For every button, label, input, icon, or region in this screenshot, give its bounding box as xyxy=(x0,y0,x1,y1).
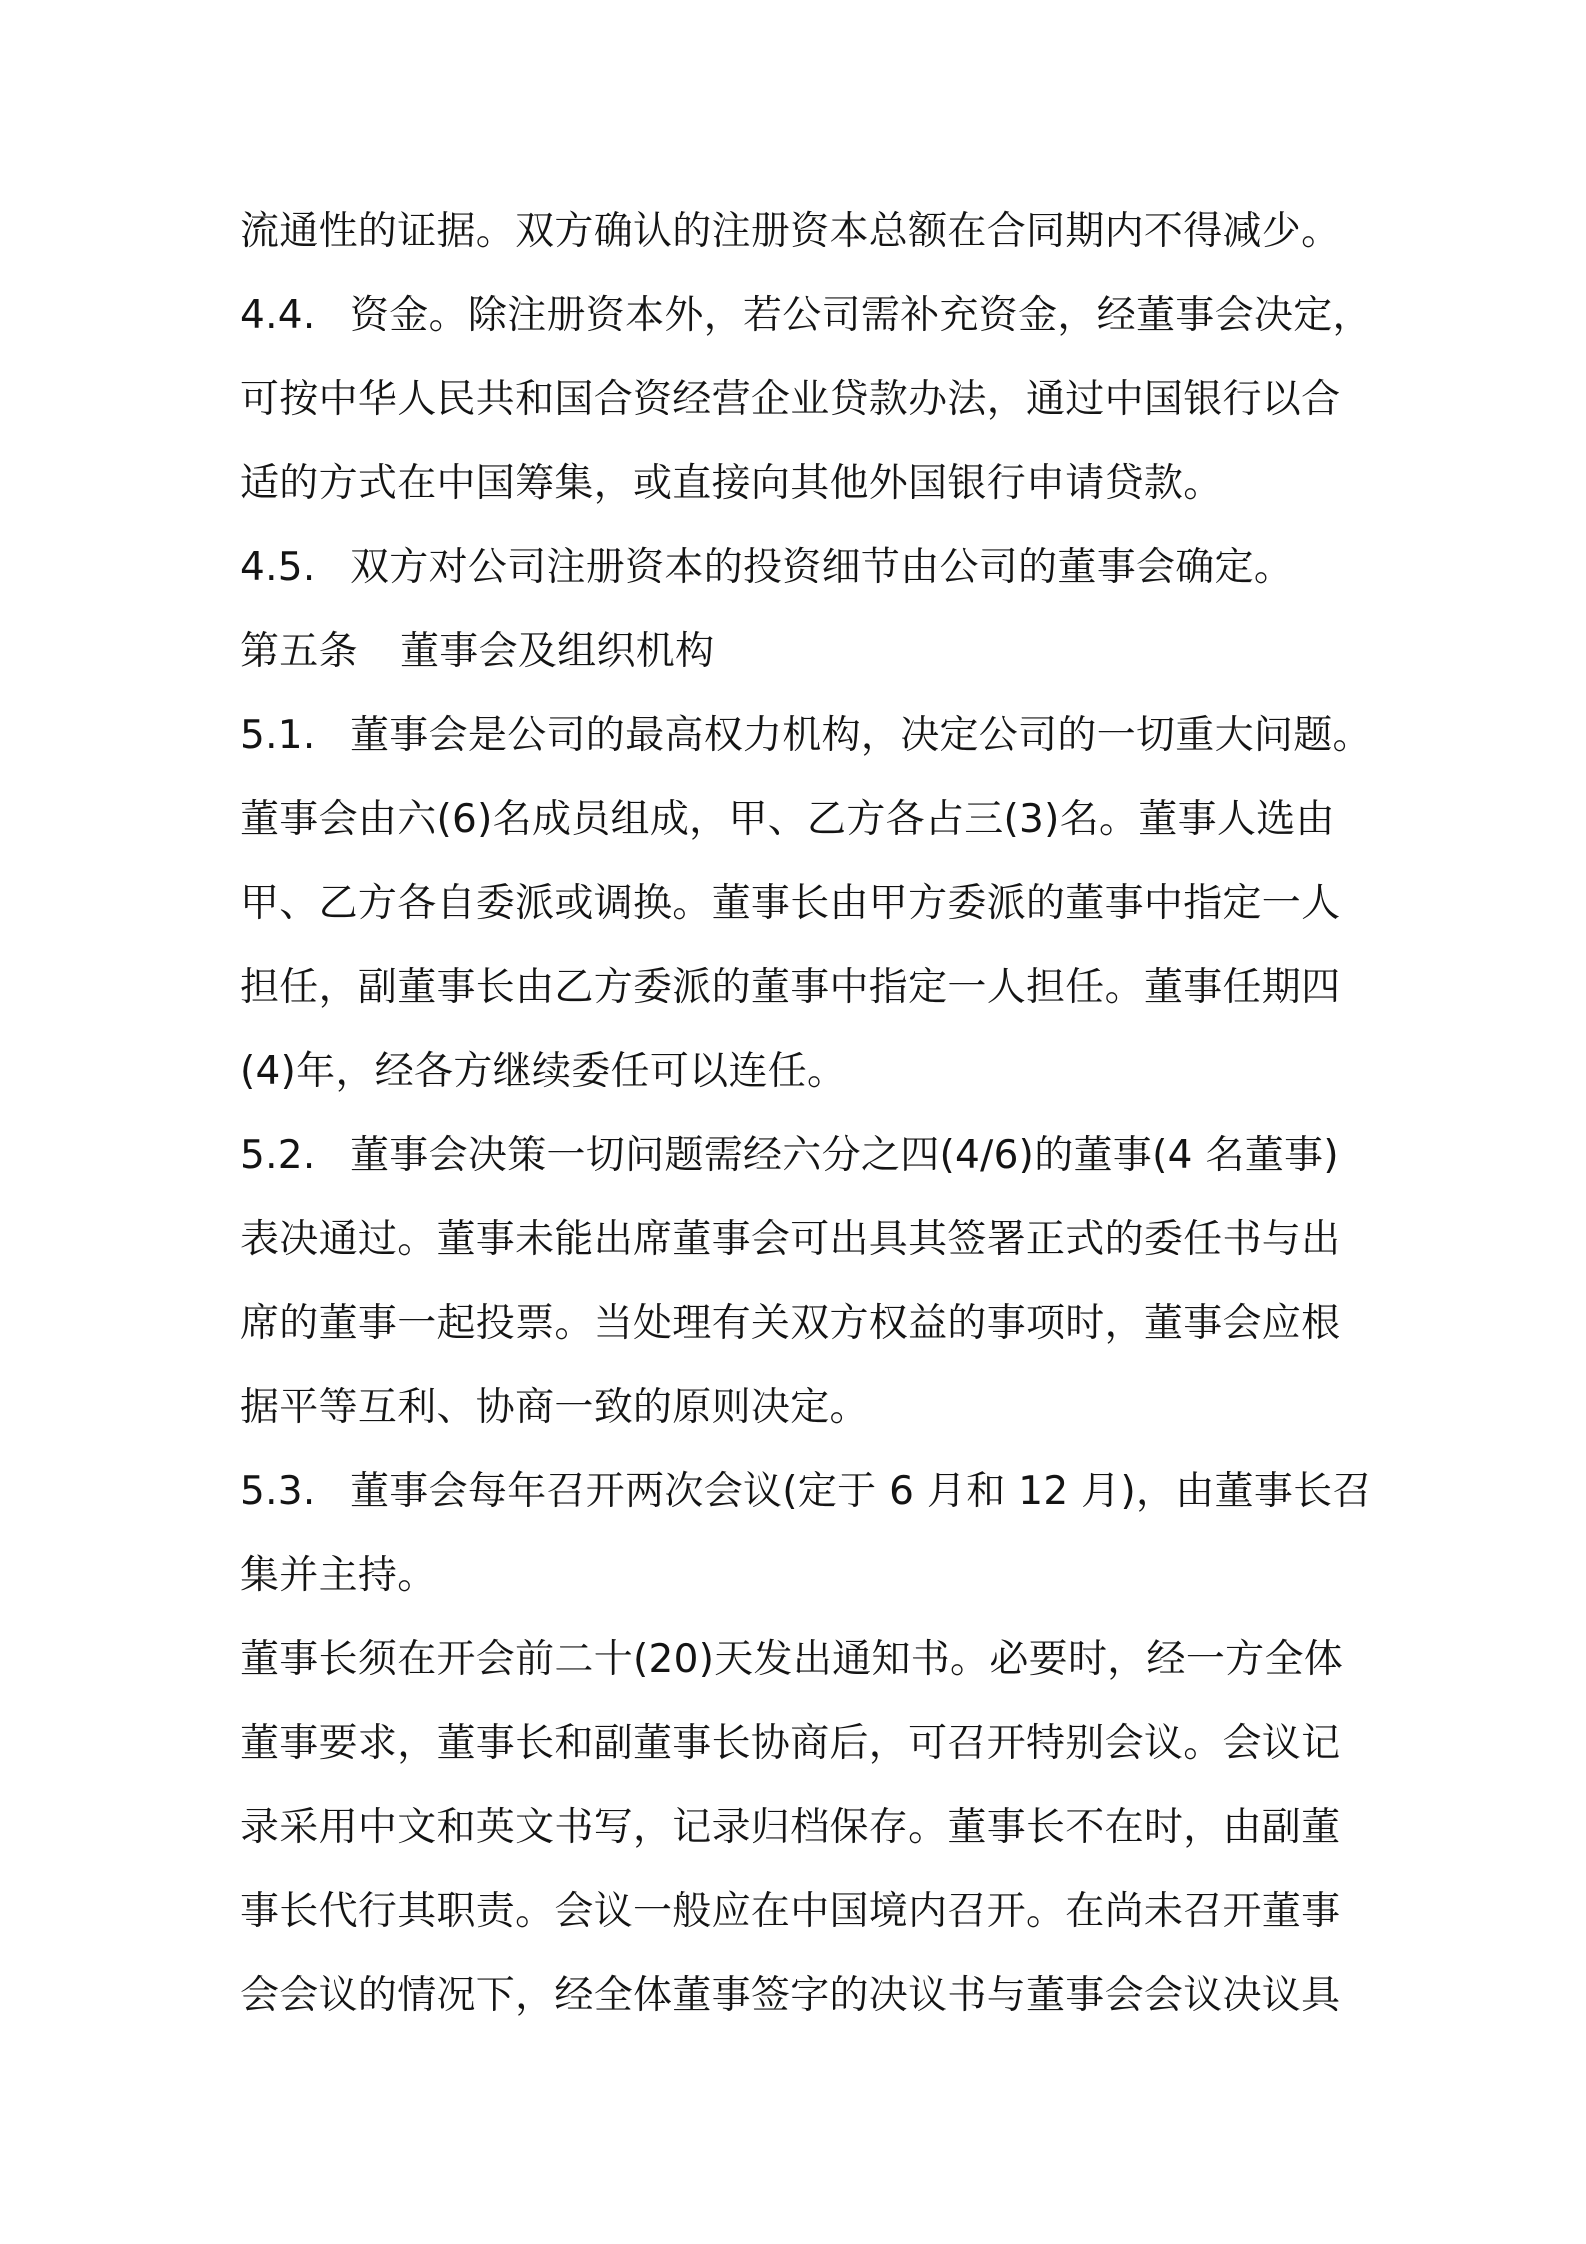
line-text: 董事要求，董事长和副董事长协商后，可召开特别会议。会议记 xyxy=(240,1721,1341,1766)
text-line xyxy=(240,1954,1390,2038)
line-text: 董事会由六(6)名成员组成，甲、乙方各占三(3)名。董事人选由 xyxy=(240,797,1335,842)
line-text: 集并主持。 xyxy=(240,1553,437,1598)
line-text: (4)年，经各方继续委任可以连任。 xyxy=(240,1049,847,1094)
text-line xyxy=(240,1198,1390,1282)
text-line xyxy=(240,1282,1390,1366)
text-line xyxy=(240,358,1390,442)
text-line xyxy=(240,442,1390,526)
clause-5-3 xyxy=(240,1450,1390,1534)
clause-4-5 xyxy=(240,526,1390,610)
document-body xyxy=(240,190,1390,2038)
text-line xyxy=(240,1030,1390,1114)
line-text: 董事会是公司的最高权力机构，决定公司的一切重大问题。 xyxy=(350,713,1372,758)
line-text: 董事会决策一切问题需经六分之四(4/6)的董事(4 名董事) xyxy=(350,1133,1339,1178)
text-line xyxy=(240,1618,1390,1702)
clause-number: 5.2. xyxy=(240,1133,316,1178)
clause-number: 4.4. xyxy=(240,293,316,338)
text-line xyxy=(240,778,1390,862)
line-text: 甲、乙方各自委派或调换。董事长由甲方委派的董事中指定一人 xyxy=(240,881,1341,926)
text-line xyxy=(240,1534,1390,1618)
text-line xyxy=(240,946,1390,1030)
text-line xyxy=(240,1702,1390,1786)
line-text: 事长代行其职责。会议一般应在中国境内召开。在尚未召开董事 xyxy=(240,1889,1341,1934)
line-text: 适的方式在中国筹集，或直接向其他外国银行申请贷款。 xyxy=(240,461,1223,506)
text-line xyxy=(240,190,1390,274)
line-text: 会会议的情况下，经全体董事签字的决议书与董事会会议决议具 xyxy=(240,1973,1341,2018)
line-text: 据平等互利、协商一致的原则决定。 xyxy=(240,1385,869,1430)
text-line xyxy=(240,1366,1390,1450)
text-line xyxy=(240,1870,1390,1954)
line-text: 双方对公司注册资本的投资细节由公司的董事会确定。 xyxy=(350,545,1294,590)
line-text: 董事长须在开会前二十(20)天发出通知书。必要时，经一方全体 xyxy=(240,1637,1344,1682)
line-text: 表决通过。董事未能出席董事会可出具其签署正式的委任书与出 xyxy=(240,1217,1341,1262)
clause-4-4 xyxy=(240,274,1390,358)
article-number: 第五条 xyxy=(240,629,358,674)
line-text: 席的董事一起投票。当处理有关双方权益的事项时，董事会应根 xyxy=(240,1301,1341,1346)
article-title: 董事会及组织机构 xyxy=(400,629,715,674)
clause-number: 5.3. xyxy=(240,1469,316,1514)
line-text: 流通性的证据。双方确认的注册资本总额在合同期内不得减少。 xyxy=(240,209,1341,254)
clause-number: 5.1. xyxy=(240,713,316,758)
line-text: 担任，副董事长由乙方委派的董事中指定一人担任。董事任期四 xyxy=(240,965,1341,1010)
text-line xyxy=(240,862,1390,946)
line-text: 可按中华人民共和国合资经营企业贷款办法，通过中国银行以合 xyxy=(240,377,1341,422)
line-text: 董事会每年召开两次会议(定于 6 月和 12 月)，由董事长召 xyxy=(350,1469,1372,1514)
clause-number: 4.5. xyxy=(240,545,316,590)
clause-5-2 xyxy=(240,1114,1390,1198)
text-line xyxy=(240,1786,1390,1870)
line-text: 录采用中文和英文书写，记录归档保存。董事长不在时，由副董 xyxy=(240,1805,1341,1850)
clause-5-1 xyxy=(240,694,1390,778)
line-text: 资金。除注册资本外，若公司需补充资金，经董事会决定， xyxy=(350,293,1372,338)
article-heading xyxy=(240,610,1390,694)
